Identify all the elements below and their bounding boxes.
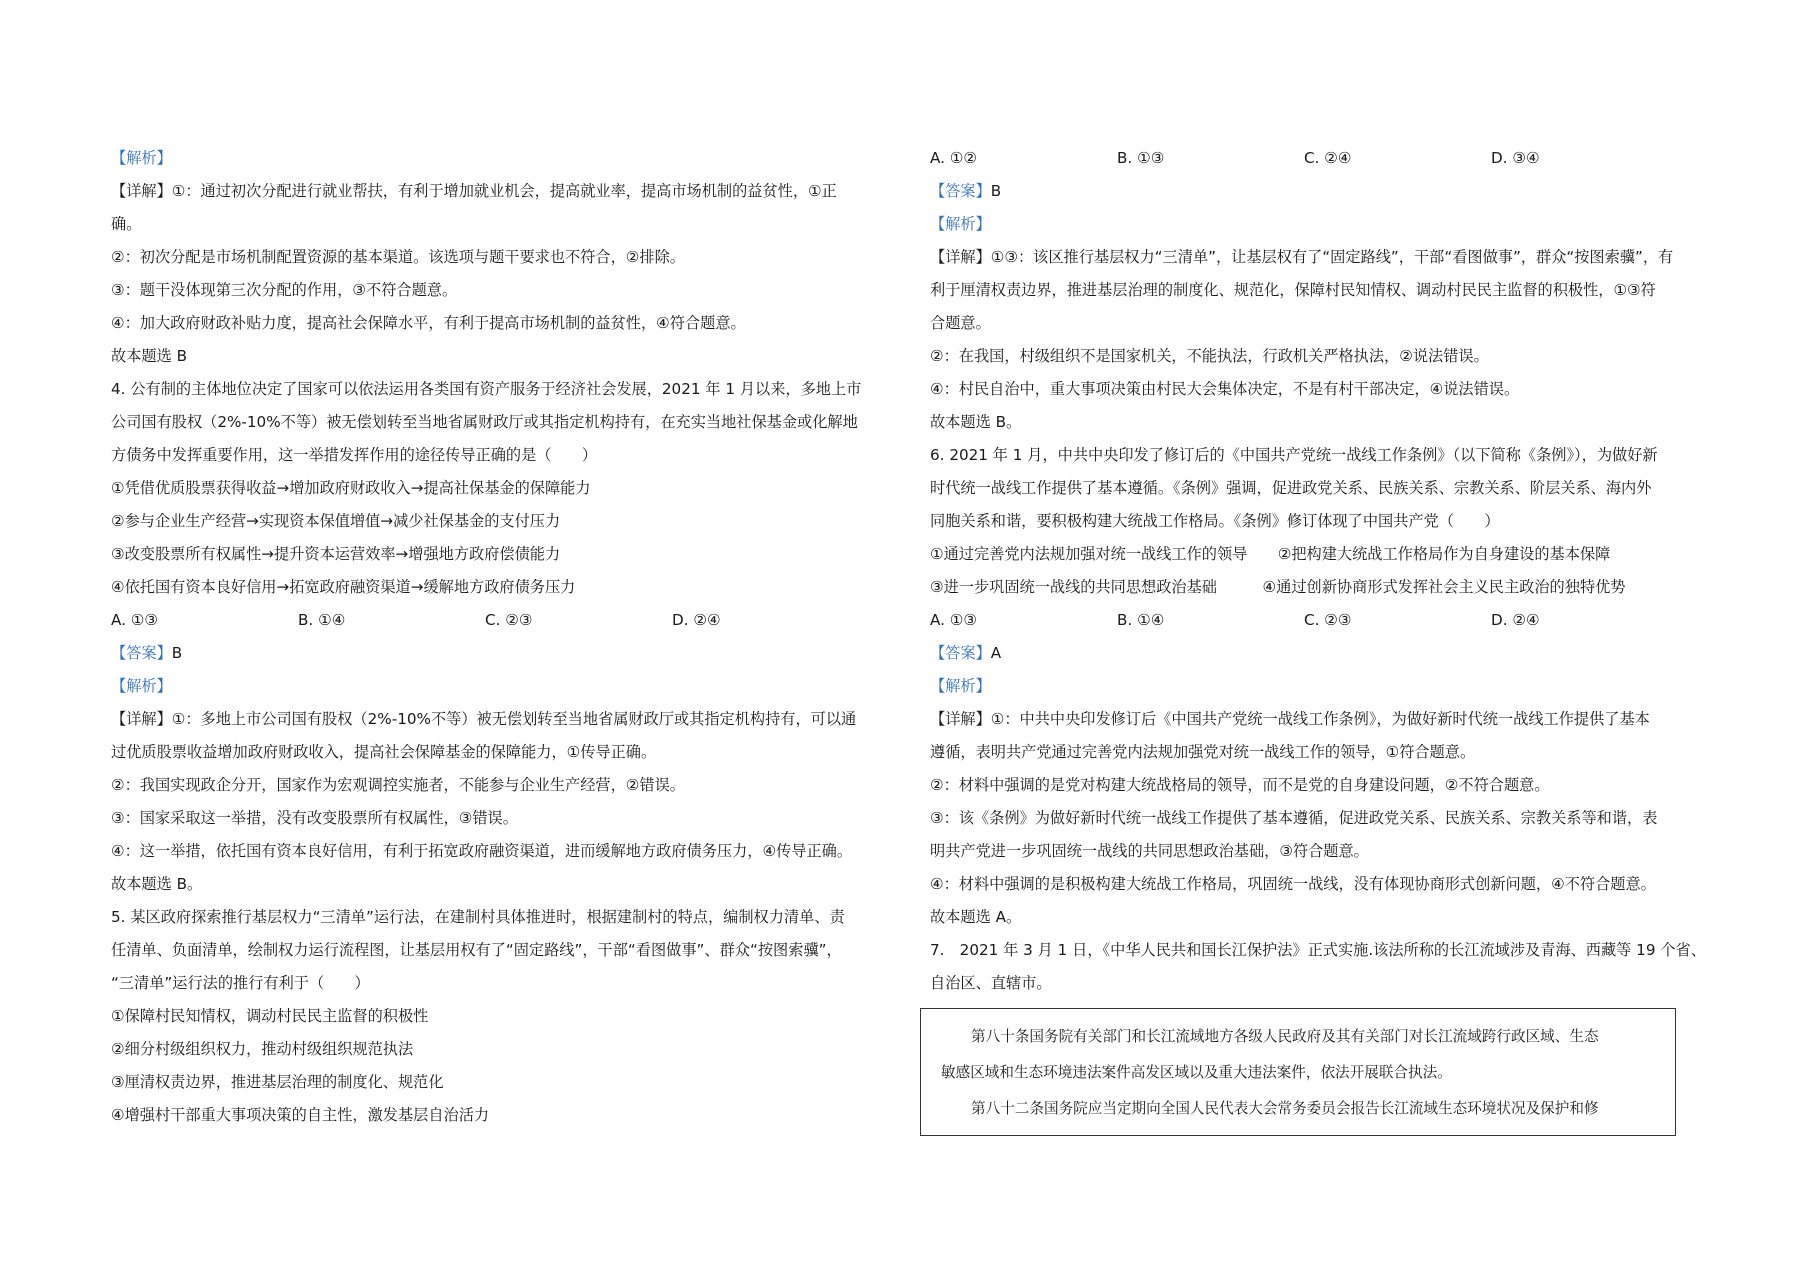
q6-answer-tag: 【答案】 (930, 644, 991, 662)
q6-option-c: C. ②③ (1304, 611, 1352, 629)
q6-stem-line-1: 6. 2021 年 1 月，中共中央印发了修订后的《中国共产党统一战线工作条例》（以下简称《条例》），为做好新 (930, 446, 1658, 464)
q5-detail-line-5: ④：村民自治中，重大事项决策由村民大会集体决定，不是有村干部决定，④说法错误。 (930, 380, 1520, 398)
left-column (111, 142, 906, 1132)
q6-conclusion: 故本题选 A。 (930, 908, 1022, 926)
q6-stem-line-2: 时代统一战线工作提供了基本遵循。《条例》强调，促进政党关系、民族关系、宗教关系、阶层关系、海内外 (930, 479, 1652, 497)
q5-option-b: B. ①③ (1117, 149, 1165, 167)
q6-statement-row-2: ③进一步巩固统一战线的共同思想政治基础 ④通过创新协商形式发挥社会主义民主政治的独特优势 (930, 578, 1626, 596)
q3-detail-line-4: ③：题干没体现第三次分配的作用，③不符合题意。 (111, 281, 458, 299)
q4-detail-line-2: 过优质股票收益增加政府财政收入，提高社会保障基金的保障能力，①传导正确。 (111, 743, 657, 761)
q5-stem-line-2: 任清单、负面清单，绘制权力运行流程图，让基层用权有了“固定路线”，干部“看图做事”、群众“按图索骥”， (111, 941, 842, 959)
q5-option-c: C. ②④ (1304, 149, 1352, 167)
q7-stem-line-1: 7. 2021 年 3 月 1 日，《中华人民共和国长江保护法》正式实施.该法所称的长江流域涉及青海、西藏等 19 个省、 (930, 941, 1706, 959)
q6-answer-value: A (990, 644, 1002, 662)
q6-detail-line-4: ③：该《条例》为做好新时代统一战线工作提供了基本遵循，促进政党关系、民族关系、宗教关系等和谐，表 (930, 809, 1658, 827)
q3-detail-line-1: 【详解】①：通过初次分配进行就业帮扶，有利于增加就业机会，提高就业率，提高市场机制的益贫性，①正 (111, 182, 837, 200)
q4-answer-value: B (171, 644, 183, 662)
q3-detail-line-5: ④：加大政府财政补贴力度，提高社会保障水平，有利于提高市场机制的益贫性，④符合题意。 (111, 314, 746, 332)
q4-option-c: C. ②③ (485, 611, 533, 629)
q4-answer-tag: 【答案】 (111, 644, 172, 662)
q5-statement-2: ②细分村级组织权力，推动村级组织规范执法 (111, 1040, 414, 1058)
q4-analysis-tag: 【解析】 (111, 677, 172, 695)
q3-detail-line-2: 确。 (111, 215, 142, 233)
q6-answer (930, 637, 1725, 670)
q3-detail-line-3: ②：初次分配是市场机制配置资源的基本渠道。该选项与题干要求也不符合，②排除。 (111, 248, 685, 266)
q4-option-a: A. ①③ (111, 611, 159, 629)
q5-conclusion: 故本题选 B。 (930, 413, 1022, 431)
q3-conclusion: 故本题选 B (111, 347, 187, 365)
q4-detail-line-5: ④：这一举措，依托国有资本良好信用，有利于拓宽政府融资渠道，进而缓解地方政府债务压力，④传导正确。 (111, 842, 853, 860)
q5-stem-line-1: 5. 某区政府探索推行基层权力“三清单”运行法，在建制村具体推进时，根据建制村的特点，编制权力清单、责 (111, 908, 845, 926)
law-excerpt-box (920, 1008, 1676, 1136)
law-excerpt-line-1: 第八十条国务院有关部门和长江流域地方各级人民政府及其有关部门对长江流域跨行政区域、生态 (971, 1028, 1599, 1045)
q4-detail-line-4: ③：国家采取这一举措，没有改变股票所有权属性，③错误。 (111, 809, 518, 827)
q4-detail-line-3: ②：我国实现政企分开，国家作为宏观调控实施者，不能参与企业生产经营，②错误。 (111, 776, 685, 794)
q6-options (930, 604, 1725, 637)
q5-option-d: D. ③④ (1491, 149, 1540, 167)
q5-statement-4: ④增强村干部重大事项决策的自主性，激发基层自治活力 (111, 1106, 490, 1124)
q4-answer (111, 637, 906, 670)
q6-statement-row-1: ①通过完善党内法规加强对统一战线工作的领导 ②把构建大统战工作格局作为自身建设的基本保障 (930, 545, 1611, 563)
q4-stem-line-3: 方债务中发挥重要作用，这一举措发挥作用的途径传导正确的是（ ） (111, 446, 597, 464)
q4-stem-line-2: 公司国有股权（2%-10%不等）被无偿划转至当地省属财政厅或其指定机构持有，在充实当地社保基金或化解地 (111, 413, 858, 431)
q6-option-d: D. ②④ (1491, 611, 1540, 629)
q4-stem-line-1: 4. 公有制的主体地位决定了国家可以依法运用各类国有资产服务于经济社会发展，2021 年 1 月以来，多地上市 (111, 380, 862, 398)
q4-detail-line-1: 【详解】①：多地上市公司国有股权（2%-10%不等）被无偿划转至当地省属财政厅或其指定机构持有，可以通 (111, 710, 857, 728)
q6-detail-line-2: 遵循，表明共产党通过完善党内法规加强党对统一战线工作的领导，①符合题意。 (930, 743, 1476, 761)
q6-analysis-tag: 【解析】 (930, 677, 991, 695)
law-excerpt-line-2: 敏感区域和生态环境违法案件高发区域以及重大违法案件，依法开展联合执法。 (941, 1064, 1452, 1081)
q4-statement-4: ④依托国有资本良好信用→拓宽政府融资渠道→缓解地方政府债务压力 (111, 578, 576, 596)
q5-stem-line-3: “三清单”运行法的推行有利于（ ） (111, 974, 370, 992)
q7-stem-line-2: 自治区、直辖市。 (930, 974, 1052, 992)
right-column (930, 142, 1725, 1136)
q6-option-a: A. ①③ (930, 611, 978, 629)
q5-statement-3: ③厘清权责边界，推进基层治理的制度化、规范化 (111, 1073, 444, 1091)
q5-option-a: A. ①② (930, 149, 978, 167)
q5-answer-tag: 【答案】 (930, 182, 991, 200)
q4-option-b: B. ①④ (298, 611, 346, 629)
q5-detail-line-2: 利于厘清权责边界，推进基层治理的制度化、规范化，保障村民知情权、调动村民民主监督的积极性，①③符 (930, 281, 1656, 299)
q6-option-b: B. ①④ (1117, 611, 1165, 629)
q6-detail-line-1: 【详解】①：中共中央印发修订后《中国共产党统一战线工作条例》，为做好新时代统一战线工作提供了基本 (930, 710, 1650, 728)
q4-options (111, 604, 906, 637)
q5-detail-line-4: ②：在我国，村级组织不是国家机关，不能执法，行政机关严格执法，②说法错误。 (930, 347, 1489, 365)
q6-detail-line-3: ②：材料中强调的是党对构建大统战格局的领导，而不是党的自身建设问题，②不符合题意。 (930, 776, 1550, 794)
q5-statement-1: ①保障村民知情权，调动村民民主监督的积极性 (111, 1007, 429, 1025)
q4-conclusion: 故本题选 B。 (111, 875, 203, 893)
q5-analysis-tag: 【解析】 (930, 215, 991, 233)
q4-option-d: D. ②④ (672, 611, 721, 629)
q6-detail-line-6: ④：材料中强调的是积极构建大统战工作格局，巩固统一战线，没有体现协商形式创新问题，④不符合题意。 (930, 875, 1656, 893)
q5-options (930, 142, 1725, 175)
q4-statement-3: ③改变股票所有权属性→提升资本运营效率→增强地方政府偿债能力 (111, 545, 561, 563)
q5-answer (930, 175, 1725, 208)
q6-stem-line-3: 同胞关系和谐，要积极构建大统战工作格局。《条例》修订体现了中国共产党（ ） (930, 512, 1500, 530)
q6-detail-line-5: 明共产党进一步巩固统一战线的共同思想政治基础，③符合题意。 (930, 842, 1369, 860)
q5-answer-value: B (990, 182, 1002, 200)
q4-statement-1: ①凭借优质股票获得收益→增加政府财政收入→提高社保基金的保障能力 (111, 479, 591, 497)
q3-analysis-tag: 【解析】 (111, 149, 172, 167)
q5-detail-line-1: 【详解】①③：该区推行基层权力“三清单”，让基层权有了“固定路线”，干部“看图做事”，群众“按图索骥”，有 (930, 248, 1674, 266)
law-excerpt-line-3: 第八十二条国务院应当定期向全国人民代表大会常务委员会报告长江流域生态环境状况及保护和修 (971, 1100, 1599, 1117)
q5-detail-line-3: 合题意。 (930, 314, 991, 332)
q4-statement-2: ②参与企业生产经营→实现资本保值增值→减少社保基金的支付压力 (111, 512, 561, 530)
